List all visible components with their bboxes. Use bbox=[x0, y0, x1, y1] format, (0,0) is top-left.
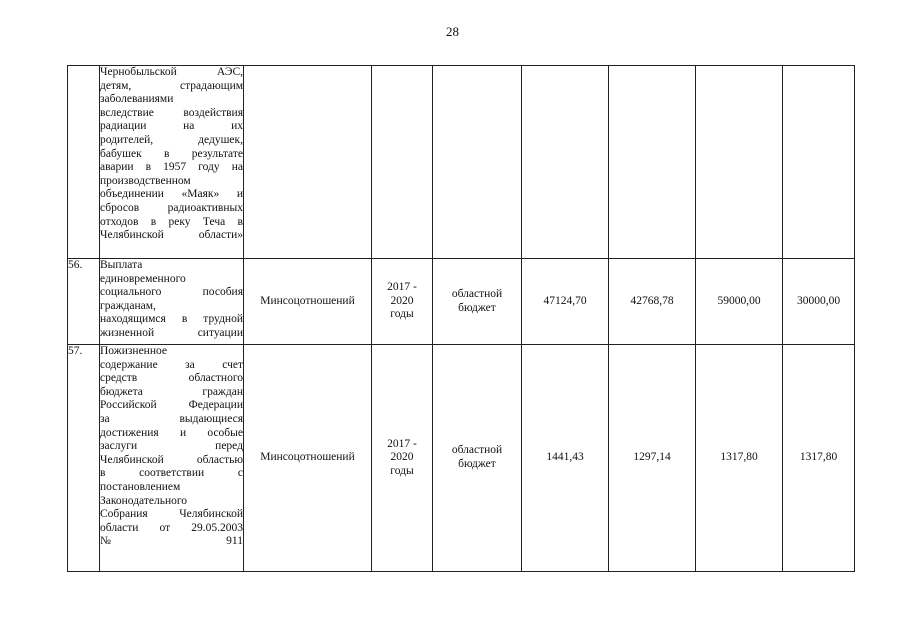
period bbox=[372, 66, 433, 259]
description-line: находящимся в трудной bbox=[100, 313, 243, 326]
description-line: Челябинской области» bbox=[100, 229, 243, 242]
description-line: в соответствии с bbox=[100, 467, 243, 480]
description-line: единовременного bbox=[100, 272, 186, 285]
description-line: Российской Федерации bbox=[100, 399, 243, 412]
description-line: Выплата bbox=[100, 259, 143, 271]
amount-1: 1441,43 bbox=[522, 345, 609, 572]
description-line: области от 29.05.2003 bbox=[100, 521, 243, 534]
period-line: годы bbox=[390, 464, 414, 477]
measure-description bbox=[100, 345, 244, 572]
description-line: постановлением bbox=[100, 480, 181, 493]
description-line: родителей, дедушек, bbox=[100, 133, 243, 146]
funding-source-line: областной bbox=[451, 444, 503, 457]
row-number: 56. bbox=[68, 259, 100, 345]
row-number: 57. bbox=[68, 345, 100, 572]
amount-4: 30000,00 bbox=[783, 259, 855, 345]
funding-source-line: бюджет bbox=[458, 301, 496, 314]
period-line: годы bbox=[390, 308, 414, 321]
description-line: отходов в реку Теча в bbox=[100, 215, 243, 228]
responsible-agency: Минсоцотношений bbox=[244, 259, 372, 345]
amount-2: 42768,78 bbox=[609, 259, 696, 345]
amount-4 bbox=[783, 66, 855, 259]
amount-4: 1317,80 bbox=[783, 345, 855, 572]
amount-3 bbox=[696, 66, 783, 259]
description-line: средств областного bbox=[100, 372, 243, 385]
funding-source bbox=[433, 259, 522, 345]
period-line: 2017 - bbox=[387, 281, 417, 294]
description-line: Собрания Челябинской bbox=[100, 508, 243, 521]
funding-source bbox=[433, 66, 522, 259]
description-line: объединении «Маяк» и bbox=[100, 188, 243, 201]
description-line: детям, страдающим bbox=[100, 79, 243, 92]
description-line: вследствие воздействия bbox=[100, 106, 243, 119]
measure-description bbox=[100, 66, 244, 259]
period-line: 2017 - bbox=[387, 437, 417, 450]
amount-1: 47124,70 bbox=[522, 259, 609, 345]
period-line: 2020 bbox=[390, 451, 414, 464]
funding-source-line: областной bbox=[451, 287, 503, 300]
amount-3: 59000,00 bbox=[696, 259, 783, 345]
amount-3: 1317,80 bbox=[696, 345, 783, 572]
description-line: социального пособия bbox=[100, 286, 243, 299]
period bbox=[372, 345, 433, 572]
description-line: заслуги перед bbox=[100, 440, 243, 453]
table-row bbox=[68, 66, 855, 259]
description-line: Чернобыльской АЭС, bbox=[100, 66, 243, 78]
measure-description bbox=[100, 259, 244, 345]
page-number: 28 bbox=[446, 24, 459, 39]
description-line: бабушек в результате bbox=[100, 147, 243, 160]
table-row bbox=[68, 259, 855, 345]
amount-1 bbox=[522, 66, 609, 259]
description-line: содержание за счет bbox=[100, 358, 243, 371]
amount-2 bbox=[609, 66, 696, 259]
description-line: сбросов радиоактивных bbox=[100, 201, 243, 214]
description-line: достижения и особые bbox=[100, 426, 243, 439]
funding-source-line: бюджет bbox=[458, 458, 496, 470]
period-line: 2020 bbox=[390, 294, 414, 307]
responsible-agency: Минсоцотношений bbox=[244, 345, 372, 572]
period bbox=[372, 259, 433, 345]
program-table bbox=[67, 65, 855, 572]
funding-source bbox=[433, 345, 522, 572]
description-line: аварии в 1957 году на bbox=[100, 161, 243, 174]
description-line: Пожизненное bbox=[100, 345, 167, 357]
description-line: жизненной ситуации bbox=[100, 326, 243, 339]
responsible-agency bbox=[244, 66, 372, 259]
description-line: № 911 bbox=[100, 535, 243, 548]
description-line: Законодательного bbox=[100, 494, 188, 507]
amount-2: 1297,14 bbox=[609, 345, 696, 572]
row-number bbox=[68, 66, 100, 259]
table-row bbox=[68, 345, 855, 572]
table-body bbox=[68, 66, 855, 572]
description-line: Челябинской областью bbox=[100, 453, 243, 466]
description-line: производственном bbox=[100, 174, 191, 187]
description-line: бюджета граждан bbox=[100, 385, 243, 398]
description-line: заболеваниями bbox=[100, 93, 174, 106]
description-line: гражданам, bbox=[100, 299, 156, 312]
description-line: за выдающиеся bbox=[100, 412, 243, 425]
description-line: радиации на их bbox=[100, 120, 243, 133]
